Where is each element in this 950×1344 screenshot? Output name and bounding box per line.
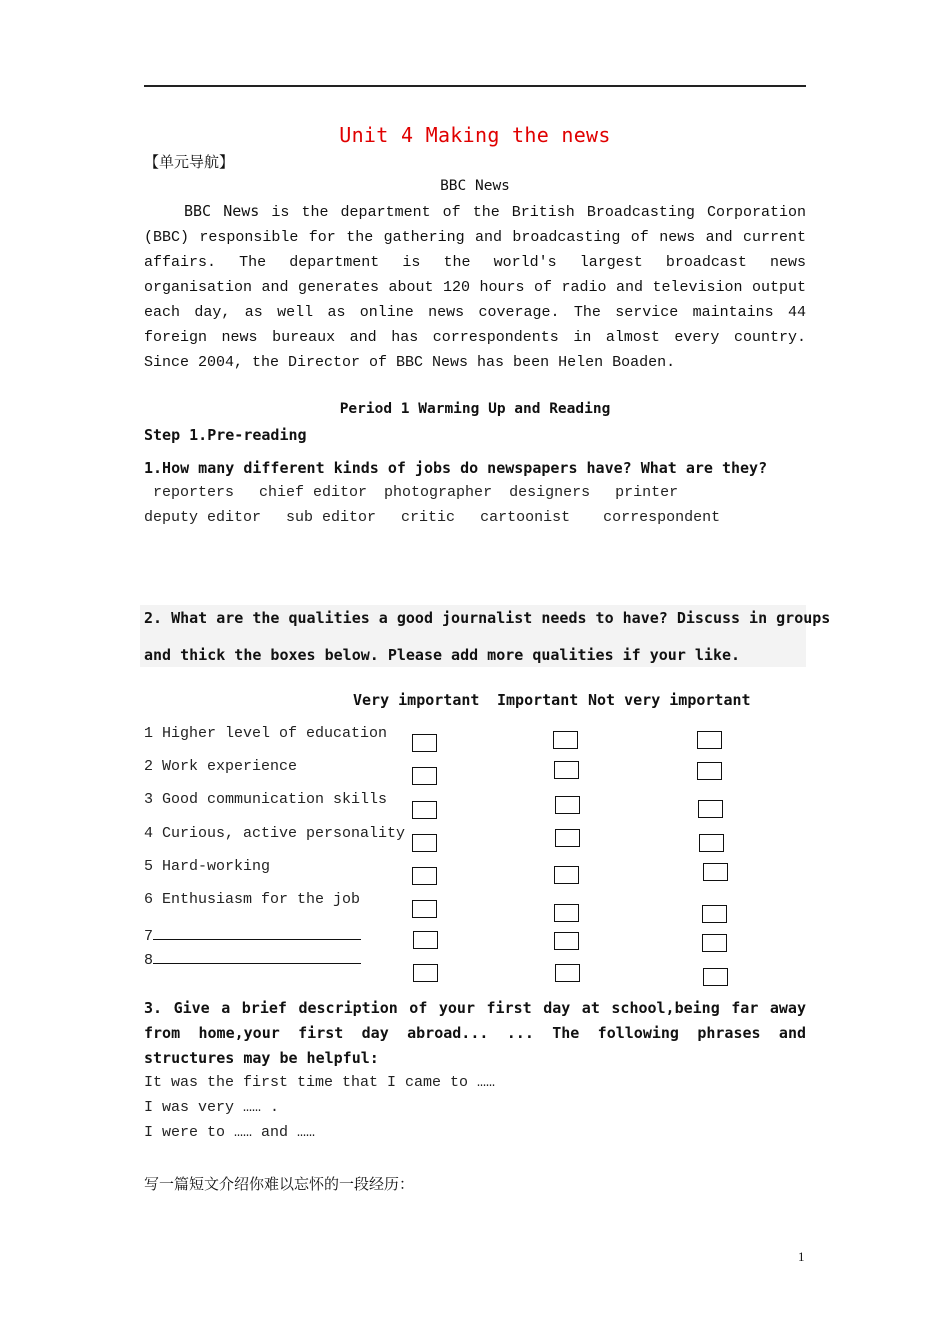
checkbox-important[interactable] xyxy=(553,731,578,749)
job-item: chief editor xyxy=(259,484,368,501)
checkbox-not-very-important[interactable] xyxy=(697,731,722,749)
checkbox-not-very-important[interactable] xyxy=(702,934,727,952)
answer-blank[interactable] xyxy=(153,949,361,964)
checkbox-not-very-important[interactable] xyxy=(697,762,722,780)
job-item: sub editor xyxy=(286,509,377,526)
checkbox-very-important[interactable] xyxy=(412,767,437,785)
quality-item: 2 Work experience xyxy=(144,758,298,775)
answer-blank[interactable] xyxy=(153,925,361,940)
quality-item: 3 Good communication skills xyxy=(144,791,388,808)
checkbox-very-important[interactable] xyxy=(413,964,438,982)
checkbox-important[interactable] xyxy=(555,829,580,847)
intro-body: is the department of the British Broadcasting Corporation (BBC) responsible for the gathering and broadcasting of news and current affairs. The department is the world's largest broadcast news organisation and generates about 120 hours of radio and television output each day, as well as online news coverage. The service maintains 44 foreign news bureaux and has correspondents in almost every country. Since 2004, the Director of BBC News has been Helen Boaden. xyxy=(144,204,806,371)
question-2-line-1: 2. What are the qualities a good journalist needs to have? Discuss in groups xyxy=(144,609,831,627)
step-heading: Step 1.Pre-reading xyxy=(144,426,307,444)
question-3: 3. Give a brief description of your first day at school,being far away from home,your first day abroad... ... The following phrases and structures may be helpful: xyxy=(144,999,806,1067)
column-important: Important xyxy=(497,691,579,709)
checkbox-not-very-important[interactable] xyxy=(702,905,727,923)
checkbox-not-very-important[interactable] xyxy=(703,863,728,881)
checkbox-important[interactable] xyxy=(554,904,579,922)
phrase-line: I was very …… . xyxy=(144,1099,280,1116)
quality-item: 1 Higher level of education xyxy=(144,725,388,742)
job-item: deputy editor xyxy=(144,509,262,526)
checkbox-very-important[interactable] xyxy=(412,801,437,819)
job-item: correspondent xyxy=(603,509,721,526)
checkbox-important[interactable] xyxy=(554,761,579,779)
quality-item: 5 Hard-working xyxy=(144,858,271,875)
checkbox-not-very-important[interactable] xyxy=(703,968,728,986)
checkbox-very-important[interactable] xyxy=(412,834,437,852)
checkbox-important[interactable] xyxy=(555,796,580,814)
phrase-line: I were to …… and …… xyxy=(144,1124,316,1141)
intro-lead: BBC News xyxy=(184,202,260,220)
intro-subtitle: BBC News xyxy=(440,178,510,194)
header-rule xyxy=(144,85,806,87)
jobs-row-1 xyxy=(144,484,678,501)
checkbox-not-very-important[interactable] xyxy=(699,834,724,852)
checkbox-very-important[interactable] xyxy=(412,734,437,752)
checkbox-important[interactable] xyxy=(554,866,579,884)
unit-navigation-label: 【单元导航】 xyxy=(144,153,235,171)
intro-paragraph xyxy=(144,199,806,375)
question-2-line-2: and thick the boxes below. Please add more qualities if your like. xyxy=(144,646,741,664)
checkbox-very-important[interactable] xyxy=(412,900,437,918)
job-item: designers xyxy=(509,484,591,501)
unit-title: Unit 4 Making the news xyxy=(339,123,611,147)
job-item: reporters xyxy=(144,484,235,501)
writing-prompt: 写一篇短文介绍你难以忘怀的一段经历： xyxy=(144,1175,415,1193)
column-not-very-important: Not very important xyxy=(588,691,751,709)
quality-item-blank-8: 8 xyxy=(144,949,361,969)
column-very-important: Very important xyxy=(353,691,480,709)
quality-item: 4 Curious, active personality xyxy=(144,825,406,842)
period-title: Period 1 Warming Up and Reading xyxy=(339,401,611,417)
checkbox-very-important[interactable] xyxy=(412,867,437,885)
page-number: 1 xyxy=(798,1249,805,1264)
checkbox-very-important[interactable] xyxy=(413,931,438,949)
jobs-row-2 xyxy=(144,509,720,526)
job-item: critic xyxy=(401,509,456,526)
phrase-line: It was the first time that I came to …… xyxy=(144,1074,496,1091)
quality-item-blank-7: 7 xyxy=(144,925,361,945)
question-1: 1.How many different kinds of jobs do newspapers have? What are they? xyxy=(144,459,768,477)
job-item: printer xyxy=(615,484,679,501)
checkbox-not-very-important[interactable] xyxy=(698,800,723,818)
checkbox-important[interactable] xyxy=(555,964,580,982)
job-item: cartoonist xyxy=(480,509,571,526)
quality-item: 6 Enthusiasm for the job xyxy=(144,891,361,908)
job-item: photographer xyxy=(384,484,493,501)
checkbox-important[interactable] xyxy=(554,932,579,950)
